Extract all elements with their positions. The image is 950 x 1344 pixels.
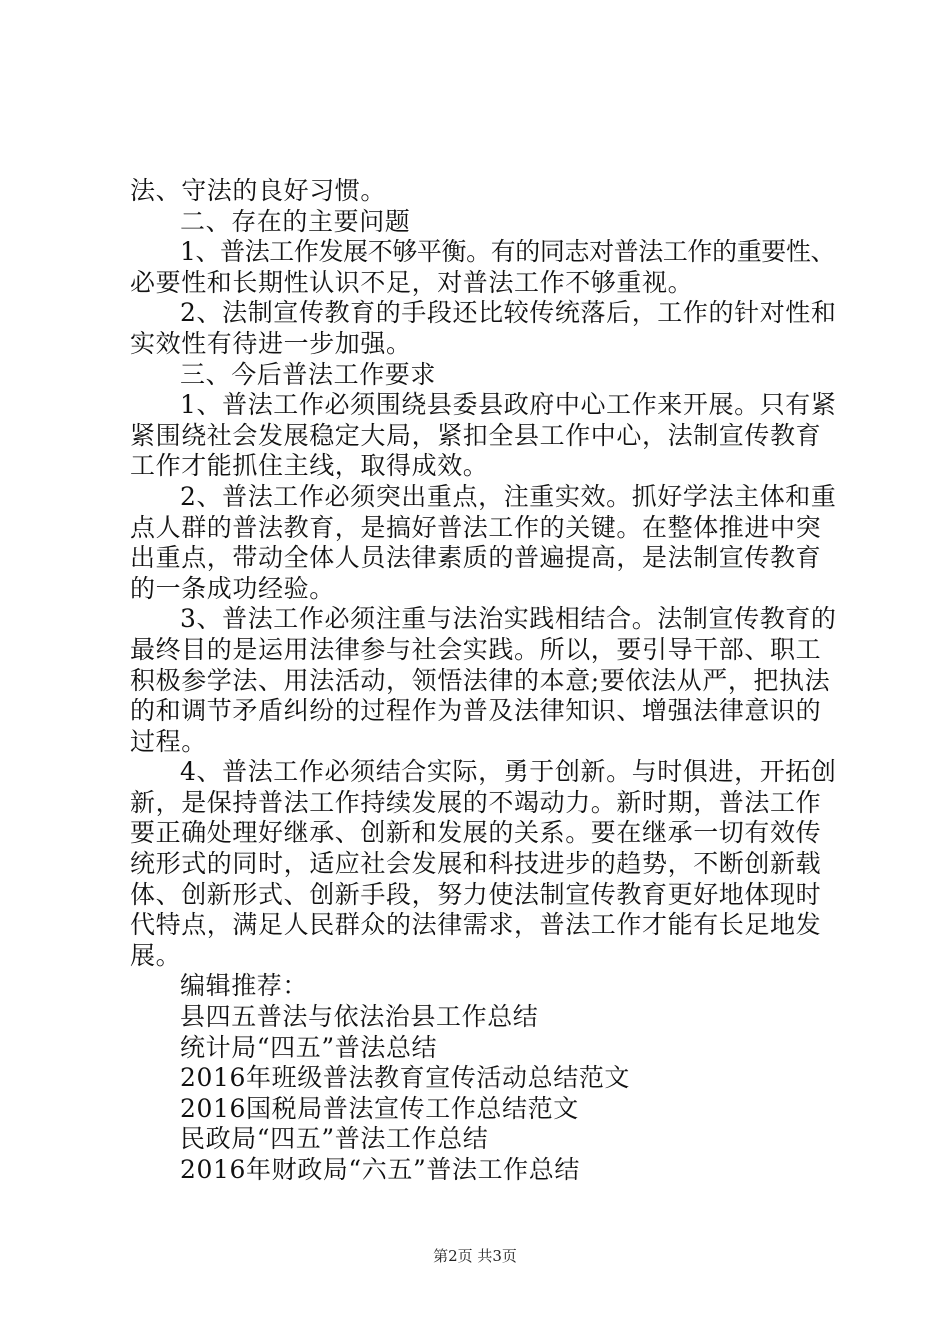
paragraph-line: 工作才能抓住主线，取得成效。 bbox=[130, 451, 489, 481]
paragraph-line: 2、普法工作必须突出重点，注重实效。抓好学法主体和重 bbox=[180, 481, 837, 511]
paragraph-line: 体、创新形式、创新手段，努力使法制宣传教育更好地体现时 bbox=[130, 879, 822, 909]
paragraph-line: 要正确处理好继承、创新和发展的关系。要在继承一切有效传 bbox=[130, 818, 822, 848]
section-heading: 三、今后普法工作要求 bbox=[180, 359, 437, 389]
recommendations bbox=[130, 971, 850, 1185]
paragraph-line: 代特点，满足人民群众的法律需求，普法工作才能有长足地发 bbox=[130, 910, 822, 940]
paragraph-line: 3、普法工作必须注重与法治实践相结合。法制宣传教育的 bbox=[180, 604, 837, 634]
paragraph-line: 1、普法工作发展不够平衡。有的同志对普法工作的重要性、 bbox=[180, 237, 836, 267]
page-number: 第2页 共3页 bbox=[433, 1247, 517, 1265]
paragraph-line: 最终目的是运用法律参与社会实践。所以，要引导干部、职工 bbox=[130, 634, 822, 664]
paragraph-line: 1、普法工作必须围绕县委县政府中心工作来开展。只有紧 bbox=[180, 390, 837, 420]
paragraph-line: 的一条成功经验。 bbox=[130, 573, 335, 603]
document-body bbox=[130, 176, 850, 1186]
paragraph-line: 法、守法的良好习惯。 bbox=[130, 176, 387, 205]
recommendation-link[interactable]: 2016国税局普法宣传工作总结范文 bbox=[180, 1093, 579, 1123]
section-heading: 二、存在的主要问题 bbox=[180, 206, 411, 236]
paragraph-line: 2、法制宣传教育的手段还比较传统落后，工作的针对性和 bbox=[180, 298, 837, 328]
paragraph-line: 新，是保持普法工作持续发展的不竭动力。新时期，普法工作 bbox=[130, 787, 822, 817]
paragraph-line: 出重点，带动全体人员法律素质的普遍提高，是法制宣传教育 bbox=[130, 543, 822, 573]
recommendation-link[interactable]: 民政局“四五”普法工作总结 bbox=[180, 1124, 489, 1154]
recommendation-link[interactable]: 2016年班级普法教育宣传活动总结范文 bbox=[180, 1063, 631, 1093]
paragraph-line: 的和调节矛盾纠纷的过程作为普及法律知识、增强法律意识的 bbox=[130, 696, 822, 726]
paragraph-line: 必要性和长期性认识不足，对普法工作不够重视。 bbox=[130, 267, 694, 297]
recommendation-link[interactable]: 2016年财政局“六五”普法工作总结 bbox=[180, 1155, 580, 1184]
paragraph-line: 紧围绕社会发展稳定大局，紧扣全县工作中心，法制宣传教育 bbox=[130, 420, 822, 450]
paragraph-line: 展。 bbox=[130, 940, 182, 970]
paragraph-line: 积极参学法、用法活动，领悟法律的本意;要依法从严，把执法 bbox=[130, 665, 831, 695]
recommendations-heading: 编辑推荐： bbox=[180, 971, 309, 1001]
paragraph-line: 实效性有待进一步加强。 bbox=[130, 328, 412, 358]
recommendation-link[interactable]: 县四五普法与依法治县工作总结 bbox=[180, 1002, 539, 1032]
paragraph-line: 点人群的普法教育，是搞好普法工作的关键。在整体推进中突 bbox=[130, 512, 822, 542]
paragraph-line: 4、普法工作必须结合实际，勇于创新。与时俱进，开拓创 bbox=[180, 757, 837, 787]
paragraph-line: 过程。 bbox=[130, 726, 207, 756]
paragraph-line: 统形式的同时，适应社会发展和科技进步的趋势，不断创新载 bbox=[130, 849, 822, 879]
recommendation-link[interactable]: 统计局“四五”普法总结 bbox=[180, 1032, 438, 1062]
